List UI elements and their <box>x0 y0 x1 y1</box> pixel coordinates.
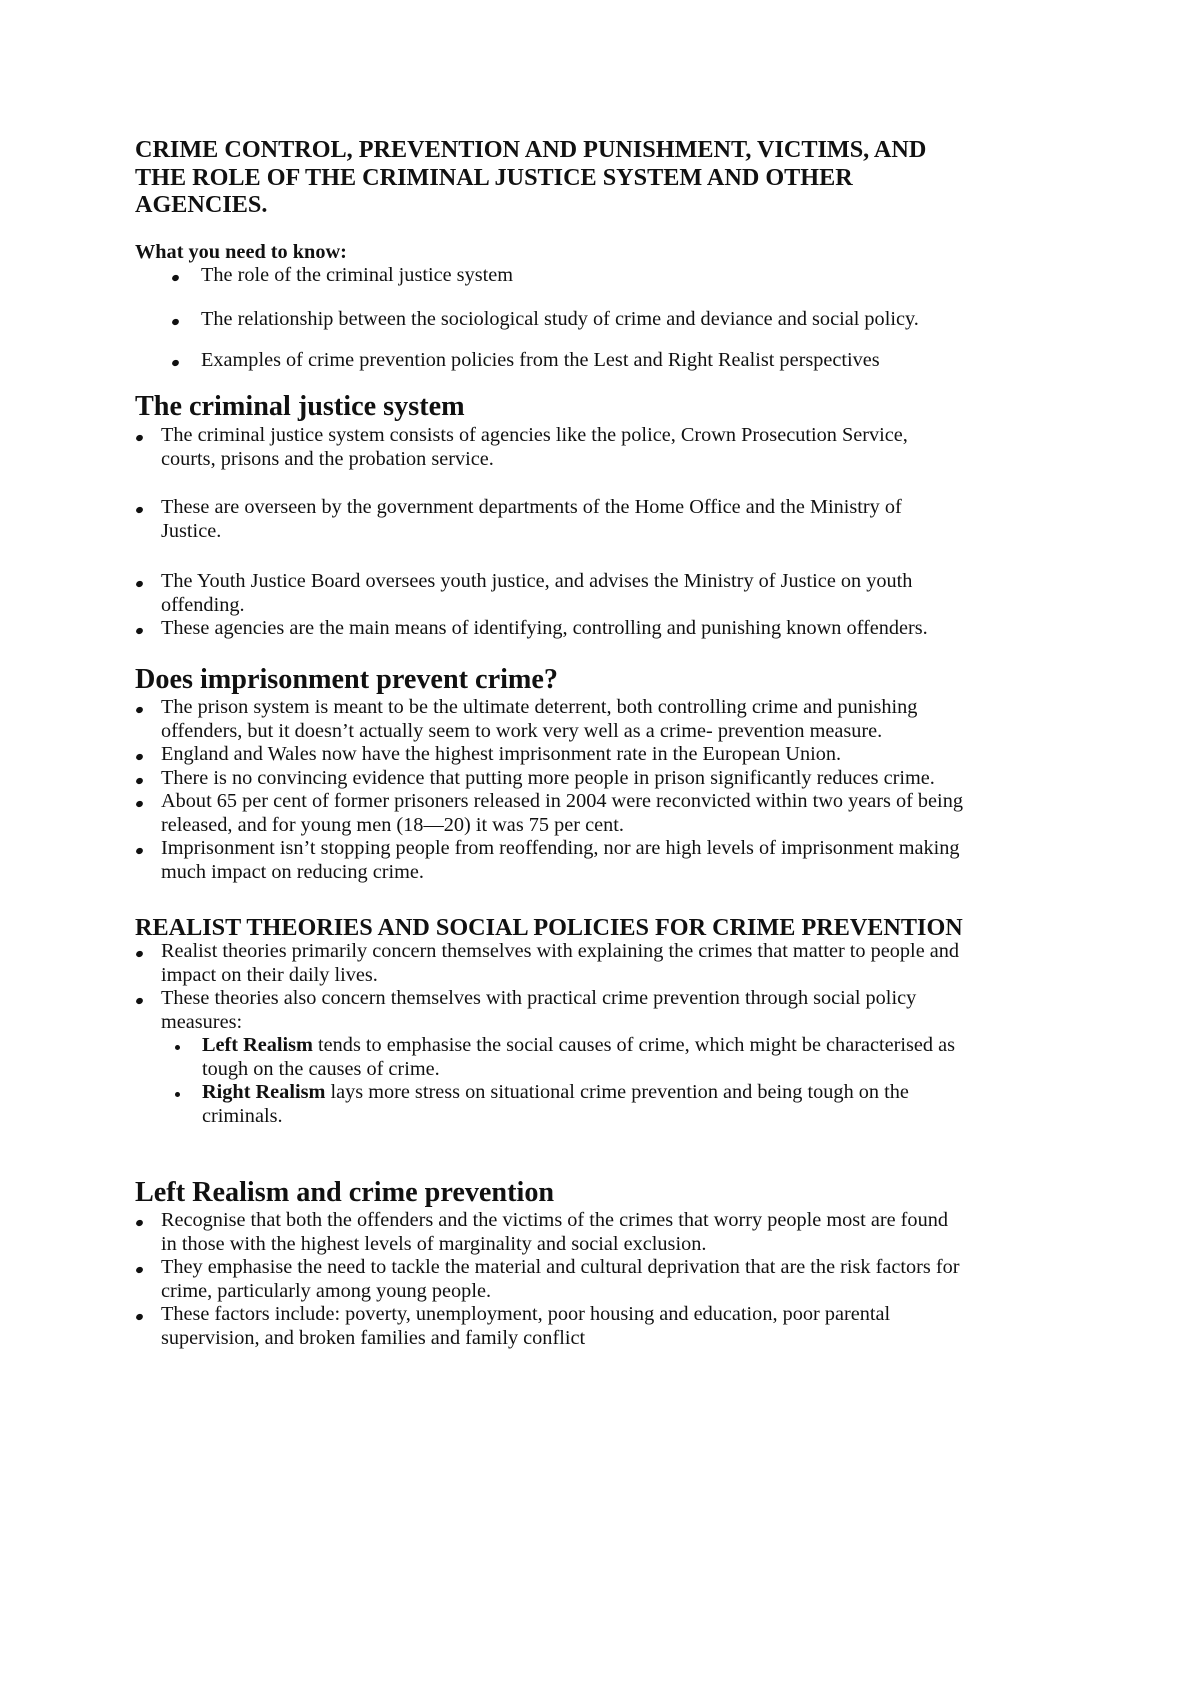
list-item-text: The role of the criminal justice system <box>201 264 514 286</box>
list-item <box>161 696 963 743</box>
section-heading: Left Realism and crime prevention <box>135 1177 555 1208</box>
bullet-icon <box>135 997 144 1005</box>
bullet-icon <box>135 776 144 784</box>
bullet-list <box>161 424 928 641</box>
intro-label: What you need to know: <box>135 241 347 263</box>
bullet-icon <box>135 506 144 514</box>
bullet-icon <box>135 847 144 855</box>
bullet-icon <box>135 1313 144 1321</box>
list-item <box>161 767 963 791</box>
bold-term: Left Realism <box>202 1034 313 1056</box>
section-heading: The criminal justice system <box>135 391 465 422</box>
bullet-icon <box>135 753 144 761</box>
list-item-line: These theories also concern themselves with practical crime prevention through social policy <box>161 987 917 1009</box>
list-item-line: There is no convincing evidence that putting more people in prison significantly reduces crime. <box>161 766 935 789</box>
list-item <box>201 308 919 332</box>
intro-list <box>201 264 919 373</box>
list-item-line: England and Wales now have the highest imprisonment rate in the European Union. <box>161 743 842 765</box>
section-heading: REALIST THEORIES AND SOCIAL POLICIES FOR CRIME PREVENTION <box>135 914 963 941</box>
list-item <box>161 570 928 617</box>
list-item-line: The criminal justice system consists of agencies like the police, Crown Prosecution Service, <box>161 424 908 446</box>
sub-list-item <box>202 1081 959 1128</box>
list-item-line: tough on the causes of crime. <box>202 1057 440 1080</box>
list-item <box>161 496 928 543</box>
list-item <box>201 349 919 373</box>
list-item-line: supervision, and broken families and family conflict <box>161 1326 586 1349</box>
bullet-list <box>161 1209 960 1350</box>
list-item-line: The Youth Justice Board oversees youth justice, and advises the Ministry of Justice on youth <box>161 570 913 592</box>
list-item <box>161 790 963 837</box>
list-item-line: Realist theories primarily concern themselves with explaining the crimes that matter to people and <box>161 940 960 962</box>
list-item-line: courts, prisons and the probation service. <box>161 447 494 470</box>
bullet-icon <box>135 580 144 588</box>
list-item-line: About 65 per cent of former prisoners released in 2004 were reconvicted within two years of being <box>161 790 963 812</box>
bullet-icon <box>135 1219 144 1227</box>
list-item-line: measures: <box>161 1010 243 1033</box>
sub-list-item <box>202 1034 959 1081</box>
list-item <box>161 987 959 1128</box>
list-item <box>161 1303 960 1350</box>
bullet-icon <box>135 706 144 714</box>
bullet-icon <box>171 359 180 367</box>
list-item-line: in those with the highest levels of marginality and social exclusion. <box>161 1232 707 1255</box>
list-item-line: much impact on reducing crime. <box>161 860 425 883</box>
bold-term: Right Realism <box>202 1081 326 1103</box>
document-title: CRIME CONTROL, PREVENTION AND PUNISHMENT, VICTIMS, AND THE ROLE OF THE CRIMINAL JUSTICE SYSTEM AND OTHER AGENCIES. <box>135 136 927 219</box>
bullet-icon <box>175 1092 180 1097</box>
list-item-line: crime, particularly among young people. <box>161 1279 492 1302</box>
list-item <box>161 1256 960 1303</box>
bullet-icon <box>135 800 144 808</box>
list-item-line: The prison system is meant to be the ultimate deterrent, both controlling crime and punishing <box>161 696 918 718</box>
list-item-line-text: lays more stress on situational crime prevention and being tough on the <box>330 1081 909 1103</box>
list-item-line: They emphasise the need to tackle the material and cultural deprivation that are the risk factors for <box>161 1256 960 1278</box>
list-item-text: Examples of crime prevention policies from the Lest and Right Realist perspectives <box>201 349 880 371</box>
list-item <box>161 617 928 641</box>
sub-bullet-list <box>202 1034 959 1128</box>
bullet-list <box>161 940 959 1128</box>
list-item-line: Imprisonment isn’t stopping people from reoffending, nor are high levels of imprisonment making <box>161 837 960 859</box>
bullet-icon <box>135 434 144 442</box>
list-item-line: Recognise that both the offenders and the victims of the crimes that worry people most are found <box>161 1209 948 1231</box>
bullet-icon <box>171 318 180 326</box>
bullet-list <box>161 696 963 884</box>
list-item-line-text: tends to emphasise the social causes of crime, which might be characterised as <box>318 1034 955 1056</box>
list-item-line <box>202 1081 959 1105</box>
list-item <box>201 264 919 288</box>
list-item-line: impact on their daily lives. <box>161 963 378 986</box>
list-item-line: These are overseen by the government departments of the Home Office and the Ministry of <box>161 496 902 518</box>
list-item-line: offenders, but it doesn’t actually seem to work very well as a crime- prevention measure. <box>161 719 883 742</box>
list-item <box>161 743 963 767</box>
list-item-line: released, and for young men (18—20) it was 75 per cent. <box>161 813 624 836</box>
bullet-icon <box>171 274 180 282</box>
list-item <box>161 837 963 884</box>
list-item <box>161 940 959 987</box>
bullet-icon <box>135 1266 144 1274</box>
bullet-icon <box>175 1045 180 1050</box>
list-item <box>161 1209 960 1256</box>
list-item-text: The relationship between the sociological study of crime and deviance and social policy. <box>201 308 919 330</box>
list-item-line: criminals. <box>202 1104 283 1127</box>
bullet-icon <box>135 627 144 635</box>
list-item-line: These factors include: poverty, unemployment, poor housing and education, poor parental <box>161 1303 891 1325</box>
list-item-line: Justice. <box>161 519 222 542</box>
list-item-line: These agencies are the main means of identifying, controlling and punishing known offenders. <box>161 617 928 639</box>
list-item <box>161 424 928 471</box>
list-item-line <box>202 1034 959 1058</box>
bullet-icon <box>135 950 144 958</box>
section-heading: Does imprisonment prevent crime? <box>135 664 558 695</box>
list-item-line: offending. <box>161 593 245 616</box>
